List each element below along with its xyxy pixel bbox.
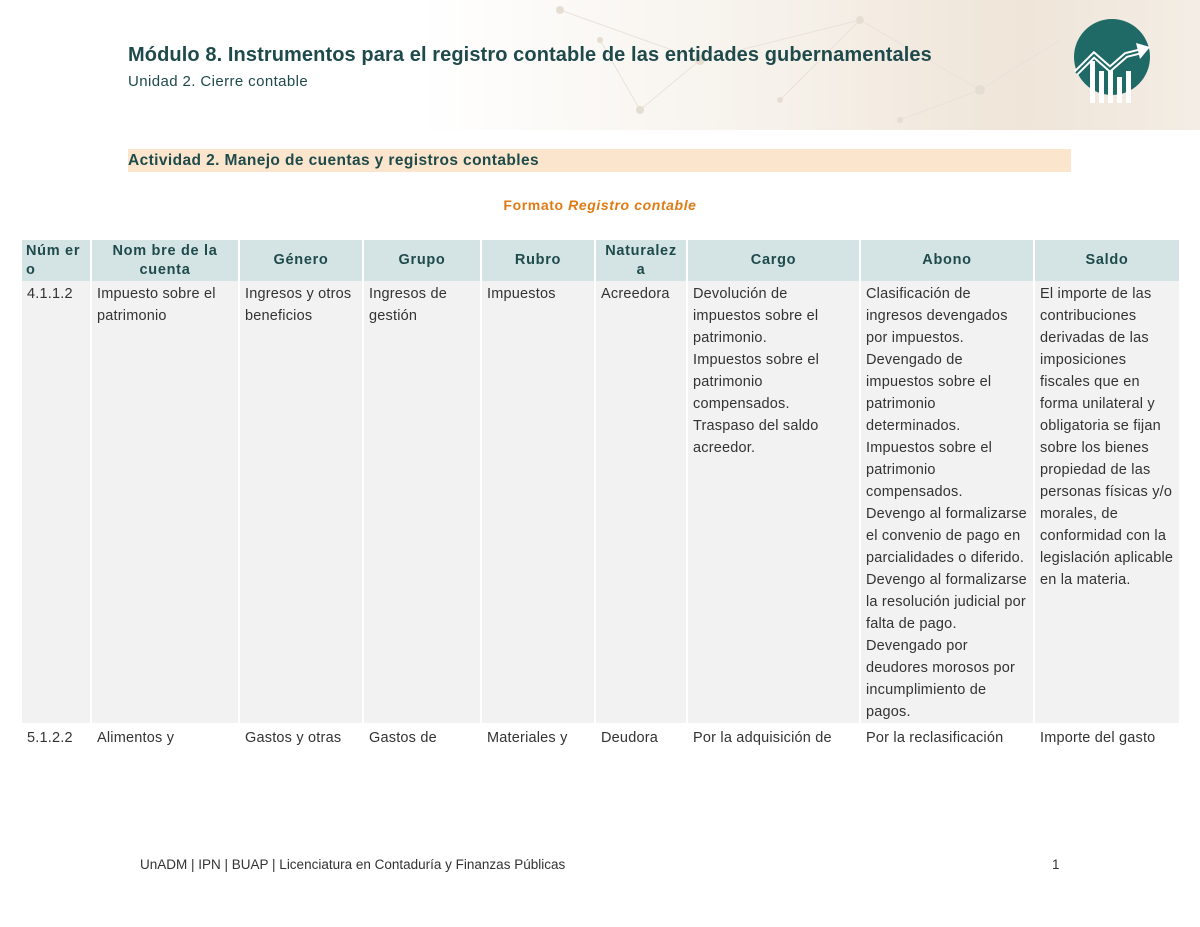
table-row (22, 723, 1180, 749)
column-header-saldo: Saldo (1034, 240, 1180, 281)
cell-abono: Clasificación de ingresos devengados por impuestos. Devengado de impuestos sobre el patrimonio determinados. Impuestos sobre el patrimonio compensados. Devengo al formalizarse el convenio de pago en parcialidades o diferido. Devengo al formalizarse la resolución judicial por falta de pago. Devengado por deudores morosos por incumplimiento de pagos. (860, 281, 1034, 723)
column-header-abono: Abono (860, 240, 1034, 281)
page-number: 1 (1052, 857, 1060, 872)
cell-rubro: Impuestos (481, 281, 595, 723)
cell-saldo: El importe de las contribuciones derivadas de las imposiciones fiscales que en forma unilateral y obligatoria se fijan sobre los bienes propiedad de las personas físicas y/o morales, de conformidad con la legislación aplicable en la materia. (1034, 281, 1180, 723)
cell-grupo: Gastos de (363, 723, 481, 749)
cell-rubro: Materiales y (481, 723, 595, 749)
table-header-row (22, 240, 1180, 281)
page-subtitle: Unidad 2. Cierre contable (128, 73, 309, 90)
cell-naturaleza: Deudora (595, 723, 687, 749)
column-header-rubro: Rubro (481, 240, 595, 281)
column-header-genero: Género (239, 240, 363, 281)
column-header-cargo: Cargo (687, 240, 860, 281)
cell-abono: Por la reclasificación (860, 723, 1034, 749)
cell-nombre: Alimentos y (91, 723, 239, 749)
cell-numero: 5.1.2.2 (22, 723, 91, 749)
cell-saldo: Importe del gasto (1034, 723, 1180, 749)
format-name: Registro contable (568, 197, 697, 213)
cell-cargo: Por la adquisición de (687, 723, 860, 749)
cell-genero: Ingresos y otros beneficios (239, 281, 363, 723)
cell-nombre: Impuesto sobre el patrimonio (91, 281, 239, 723)
growth-chart-logo-icon (1070, 17, 1154, 105)
cell-naturaleza: Acreedora (595, 281, 687, 723)
column-header-numero: Núm er o (22, 240, 91, 281)
page-title: Módulo 8. Instrumentos para el registro contable de las entidades gubernamentales (128, 44, 932, 66)
column-header-nombre: Nom bre de la cuenta (91, 240, 239, 281)
cell-genero: Gastos y otras (239, 723, 363, 749)
format-prefix: Formato (503, 197, 569, 213)
cell-grupo: Ingresos de gestión (363, 281, 481, 723)
column-header-grupo: Grupo (363, 240, 481, 281)
activity-title: Actividad 2. Manejo de cuentas y registros contables (128, 149, 1071, 172)
cell-numero: 4.1.1.2 (22, 281, 91, 723)
format-title (0, 197, 1200, 213)
table-row (22, 281, 1180, 723)
registro-contable-table (22, 240, 1181, 749)
footer-text: UnADM | IPN | BUAP | Licenciatura en Contaduría y Finanzas Públicas (140, 857, 566, 872)
cell-cargo: Devolución de impuestos sobre el patrimonio. Impuestos sobre el patrimonio compensados. Traspaso del saldo acreedor. (687, 281, 860, 723)
column-header-naturaleza: Naturalez a (595, 240, 687, 281)
